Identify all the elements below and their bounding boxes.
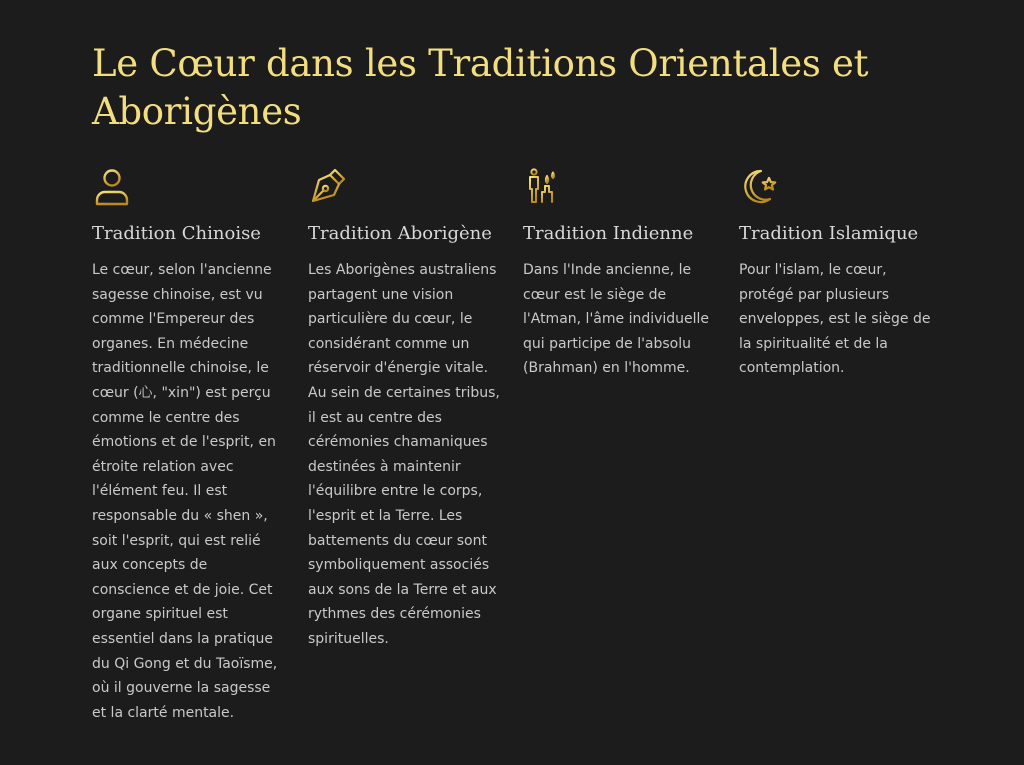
people-candle-icon [523, 166, 563, 206]
tradition-title: Tradition Islamique [739, 223, 919, 244]
person-icon [92, 166, 132, 206]
tradition-title: Tradition Indienne [523, 223, 694, 244]
tradition-text: Dans l'Inde ancienne, le cœur est le siège de l'Atman, l'âme individuelle qui participe de l'absolu (Brahman) en l'homme. [523, 262, 710, 377]
crescent-star-icon [739, 166, 779, 206]
tradition-card-islamic [739, 166, 935, 381]
tradition-card-aboriginal [308, 166, 504, 652]
tradition-text: Le cœur, selon l'ancienne sagesse chinoise, est vu comme l'Empereur des organes. En médecine traditionnelle chinoise, le cœur (心, "xin") est perçu comme le centre des émotions et de l'esprit, en étroite relation avec l'élément feu. Il est responsable du « shen », soit l'esprit, qui est relié aux concepts de conscience et de joie. Cet organe spirituel est essentiel dans la pratique du Qi Gong et du Taoïsme, où il gouverne la sagesse et la clarté mentale. [92, 262, 278, 721]
pen-nib-icon [308, 166, 348, 206]
tradition-text: Pour l'islam, le cœur, protégé par plusieurs enveloppes, est le siège de la spiritualité et de la contemplation. [739, 262, 931, 377]
tradition-card-chinese [92, 166, 288, 725]
page-title: Le Cœur dans les Traditions Orientales et Aborigènes [92, 42, 869, 133]
tradition-title: Tradition Chinoise [92, 223, 261, 244]
tradition-card-indian [523, 166, 719, 381]
tradition-text: Les Aborigènes australiens partagent une vision particulière du cœur, le considérant comme un réservoir d'énergie vitale. Au sein de certaines tribus, il est au centre des cérémonies chamaniques destinées à maintenir l'équilibre entre le corps, l'esprit et la Terre. Les battements du cœur sont symboliquement associés aux sons de la Terre et aux rythmes des cérémonies spirituelles. [308, 262, 500, 647]
tradition-title: Tradition Aborigène [308, 223, 492, 244]
page [92, 40, 972, 721]
